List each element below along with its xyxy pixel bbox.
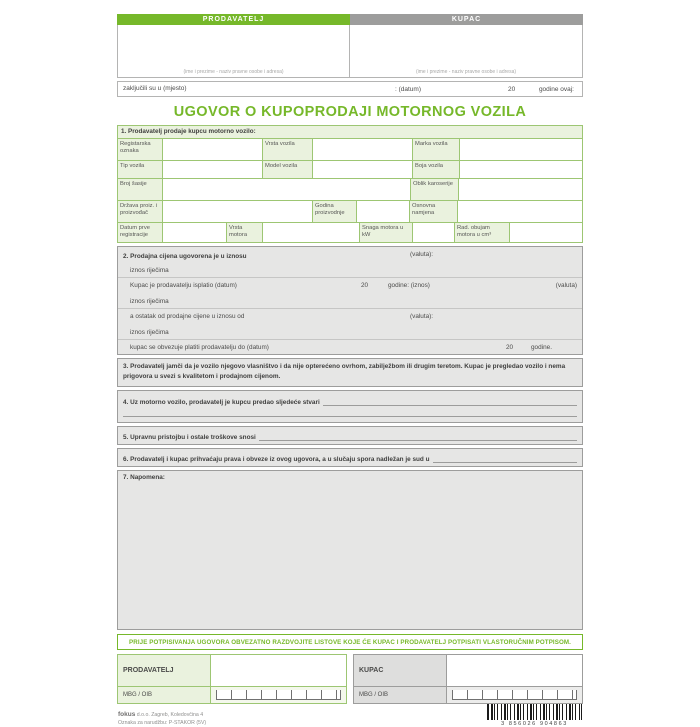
court-fill-line[interactable] xyxy=(433,454,578,463)
items-fill-line[interactable] xyxy=(323,397,577,406)
warranty-clause-text: 3. Prodavatelj jamči da je vozilo njegovo vlasništvo i da nije opterećeno ovrhom, zabilježbom ili drugim teretom. Kupac je pregledao vozilo i nema prigovora u svezi s kvalitetom i prodajnom cijenom. xyxy=(123,363,566,380)
items-clause-text: 4. Uz motorno vozilo, prodavatelj je kupcu predao sljedeće stvari xyxy=(123,398,320,406)
fees-clause-text: 5. Upravnu pristojbu i ostale troškove snosi xyxy=(123,433,256,441)
seller-id-comb-wrap xyxy=(211,687,346,703)
price-agreed-currency-label: (valuta): xyxy=(410,251,434,258)
godina-proizvodnje-input[interactable] xyxy=(357,201,410,222)
price-agreed-label: 2. Prodajna cijena ugovorena je u iznosu xyxy=(123,253,247,260)
table-row xyxy=(118,178,582,200)
seller-signature-area[interactable] xyxy=(211,655,346,686)
publisher-info xyxy=(118,710,206,727)
form-footer xyxy=(117,710,583,727)
section-2-price xyxy=(117,246,583,355)
radni-obujam-label: Rad. obujam motora u cm³ xyxy=(455,223,510,242)
concluded-row[interactable] xyxy=(117,81,583,97)
contract-form xyxy=(117,14,583,727)
section-4-items xyxy=(117,390,583,423)
buyer-signature-block xyxy=(353,654,583,704)
buyer-id-comb-wrap xyxy=(447,687,582,703)
signature-row xyxy=(117,654,583,704)
contract-title: UGOVOR O KUPOPRODAJI MOTORNOG VOZILA xyxy=(173,104,527,120)
section-1-vehicle xyxy=(117,125,583,243)
tip-vozila-label: Tip vozila xyxy=(118,161,163,178)
tip-vozila-input[interactable] xyxy=(163,161,263,178)
drzava-proizvodac-label: Država proiz. i proizvođač xyxy=(118,201,163,222)
broj-sasije-input[interactable] xyxy=(163,179,411,200)
amount-in-words-label: iznos riječima xyxy=(130,267,169,274)
due-date-row xyxy=(118,339,582,354)
drzava-proizvodac-input[interactable] xyxy=(163,201,313,222)
buyer-name-box[interactable] xyxy=(350,25,583,78)
seller-signature-label: PRODAVATELJ xyxy=(118,655,211,686)
party-name-boxes xyxy=(117,25,583,78)
buyer-mbg-oib-comb[interactable] xyxy=(452,690,577,700)
note-label: 7. Napomena: xyxy=(123,473,165,481)
datum-prve-registracije-input[interactable] xyxy=(163,223,227,242)
section-3-warranty xyxy=(117,358,583,387)
concluded-year-suffix: godine ovaj: xyxy=(538,86,574,93)
due-year-prefix: 20 xyxy=(506,344,514,351)
barcode-digits: 3 856026 904863 xyxy=(501,720,568,727)
remainder-row xyxy=(118,308,582,324)
barcode-block xyxy=(487,704,582,727)
marka-vozila-label: Marka vozila xyxy=(413,139,460,160)
godina-proizvodnje-label: Godina proizvodnje xyxy=(313,201,357,222)
order-code: Oznaka za narudžbu: P-STAKOR (5V) xyxy=(118,719,207,726)
vrsta-motora-input[interactable] xyxy=(263,223,360,242)
boja-vozila-input[interactable] xyxy=(460,161,582,178)
osnovna-namjena-label: Osnovna namjena xyxy=(410,201,458,222)
section-6-court xyxy=(117,448,583,467)
paid-amount-label: godine: (iznos) xyxy=(388,282,430,289)
buyer-id-label: MBG / OIB xyxy=(354,687,447,703)
marka-vozila-input[interactable] xyxy=(460,139,582,160)
registarska-oznaka-label: Registarska oznaka xyxy=(118,139,163,160)
datum-prve-registracije-label: Datum prve registracije xyxy=(118,223,163,242)
table-row xyxy=(118,222,582,242)
table-row xyxy=(118,138,582,160)
fees-fill-line[interactable] xyxy=(259,432,577,441)
price-agreed-row xyxy=(118,247,582,262)
paid-line-label: Kupac je prodavatelju isplatio (datum) xyxy=(130,282,237,289)
amount-in-words-row[interactable] xyxy=(118,262,582,277)
amount-in-words-label: iznos riječima xyxy=(130,329,169,336)
buyer-header-bar: KUPAC xyxy=(350,14,583,25)
section-5-fees xyxy=(117,426,583,445)
boja-vozila-label: Boja vozila xyxy=(413,161,460,178)
items-fill-line-2[interactable] xyxy=(123,407,577,417)
publisher-brand: fokus xyxy=(118,710,136,718)
amount-in-words-row[interactable] xyxy=(118,324,582,339)
registarska-oznaka-input[interactable] xyxy=(163,139,263,160)
osnovna-namjena-input[interactable] xyxy=(458,201,582,222)
seller-mbg-oib-comb[interactable] xyxy=(216,690,341,700)
section-1-heading: 1. Prodavatelj prodaje kupcu motorno vozilo: xyxy=(118,126,582,138)
signing-warning-strip: PRIJE POTPISIVANJA UGOVORA OBVEZATNO RAZDVOJITE LISTOVE KOJE ĆE KUPAC I PRODAVATELJ POTPISATI VLASTORUČNIM POTPISOM. xyxy=(117,634,583,650)
remainder-currency-label: (valuta): xyxy=(410,313,434,320)
oblik-karoserije-label: Oblik karoserije xyxy=(411,179,459,200)
party-header-bars xyxy=(117,14,583,25)
barcode-image xyxy=(487,704,582,720)
model-vozila-label: Model vozila xyxy=(263,161,313,178)
amount-in-words-row[interactable] xyxy=(118,293,582,308)
model-vozila-input[interactable] xyxy=(313,161,413,178)
due-line-label: kupac se obvezuje platiti prodavatelju do (datum) xyxy=(130,344,269,351)
vrsta-vozila-label: Vrsta vozila xyxy=(263,139,313,160)
paid-currency-label: (valuta) xyxy=(555,282,577,289)
table-row xyxy=(118,160,582,178)
radni-obujam-input[interactable] xyxy=(510,223,582,242)
broj-sasije-label: Broj šasije xyxy=(118,179,163,200)
court-clause-text: 6. Prodavatelj i kupac prihvaćaju prava i obveze iz ovog ugovora, a u slučaju spora nadležan je sud u xyxy=(123,455,430,463)
snaga-motora-input[interactable] xyxy=(413,223,455,242)
concluded-year-prefix: 20 xyxy=(508,86,516,93)
table-row xyxy=(118,200,582,222)
due-year-suffix: godine. xyxy=(531,344,552,351)
concluded-place-label: zaključili su u (mjesto) xyxy=(123,85,187,92)
paid-year-prefix: 20 xyxy=(361,282,369,289)
seller-name-caption: (ime i prezime - naziv pravne osobe i adresa) xyxy=(183,69,284,75)
seller-name-box[interactable] xyxy=(117,25,350,78)
snaga-motora-label: Snaga motora u kW xyxy=(360,223,413,242)
buyer-name-caption: (ime i prezime - naziv pravne osobe i adresa) xyxy=(415,69,517,75)
concluded-date-label: : (datum) xyxy=(395,86,422,93)
publisher-address: d.o.o. Zagreb, Koledovčina 4 xyxy=(136,711,204,718)
vrsta-motora-label: Vrsta motora xyxy=(227,223,263,242)
remainder-line-label: a ostatak od prodajne cijene u iznosu od xyxy=(130,313,245,320)
seller-id-label: MBG / OIB xyxy=(118,687,211,703)
seller-signature-block xyxy=(117,654,347,704)
seller-header-bar: PRODAVATELJ xyxy=(117,14,350,25)
amount-in-words-label: iznos riječima xyxy=(130,298,169,305)
vrsta-vozila-input[interactable] xyxy=(313,139,413,160)
buyer-signature-label: KUPAC xyxy=(354,655,447,686)
paid-amount-row xyxy=(118,277,582,293)
buyer-signature-area[interactable] xyxy=(447,655,582,686)
section-7-note[interactable] xyxy=(117,470,583,630)
oblik-karoserije-input[interactable] xyxy=(459,179,582,200)
